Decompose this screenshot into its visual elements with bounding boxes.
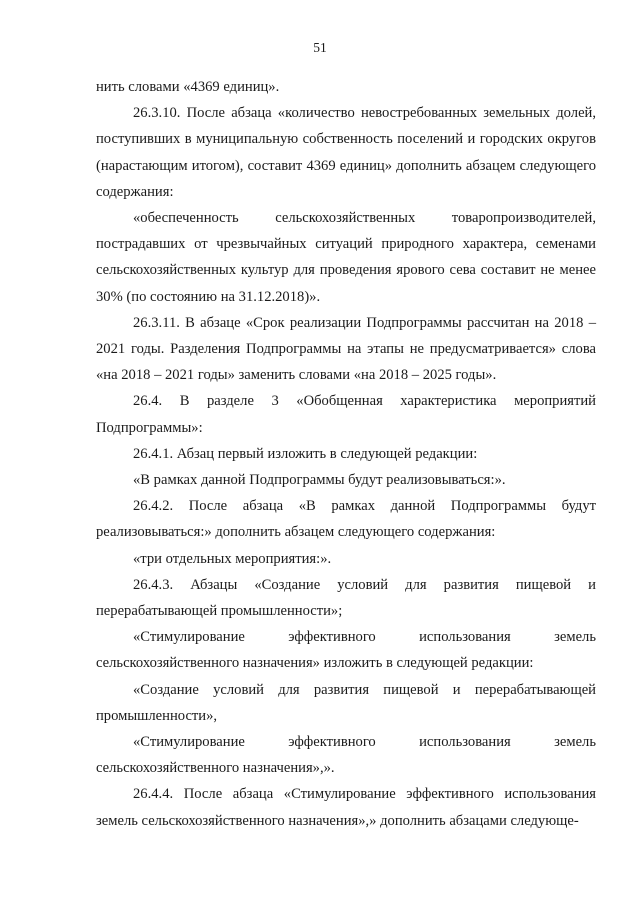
paragraph-26-4-1: 26.4.1. Абзац первый изложить в следующей редакции: — [133, 445, 478, 462]
paragraph-quote-food-industry: «Создание условий для развития пищевой и перерабатывающей промышленности», — [96, 681, 596, 724]
paragraph-quote-land-use: «Стимулирование эффективного использования земель сельскохозяйственного назначения» изложить в следующей редакции: — [96, 629, 596, 672]
paragraph-quote-land-use-new: «Стимулирование эффективного использования земель сельскохозяйственного назначения»,». — [96, 734, 596, 777]
paragraph-26-3-10: 26.3.10. После абзаца «количество невостребованных земельных долей, поступивших в муниципальную собственность поселений и городских округов (нарастающим итогом), составит 4369 единиц» дополнить абзацем следующего содержания: — [96, 105, 596, 200]
paragraph-quote-implementation: «В рамках данной Подпрограммы будут реализовываться:». — [133, 472, 506, 489]
paragraph-continuation: нить словами «4369 единиц». — [96, 79, 280, 95]
paragraph-26-3-11: 26.3.11. В абзаце «Срок реализации Подпрограммы рассчитан на 2018 – 2021 годы. Разделения Подпрограммы на этапы не предусматривается» слова «на 2018 – 2021 годы» заменить словами «на 2018 – 2025 годы». — [96, 314, 596, 384]
document-body — [96, 74, 596, 834]
paragraph-26-4-2: 26.4.2. После абзаца «В рамках данной Подпрограммы будут реализовываться:» дополнить абзацем следующего содержания: — [96, 498, 596, 541]
paragraph-26-4-4: 26.4.4. После абзаца «Стимулирование эффективного использования земель сельскохозяйственного назначения»,» дополнить абзацами следующе- — [96, 786, 596, 829]
paragraph-quote-three-measures: «три отдельных мероприятия:». — [133, 550, 332, 567]
page-number: 51 — [313, 40, 327, 55]
paragraph-26-4: 26.4. В разделе 3 «Обобщенная характеристика мероприятий Подпрограммы»: — [96, 393, 596, 436]
paragraph-26-4-3: 26.4.3. Абзацы «Создание условий для развития пищевой и перерабатывающей промышленности»; — [96, 576, 596, 620]
paragraph-quote-provision: «обеспеченность сельскохозяйственных товаропроизводителей, пострадавших от чрезвычайных ситуаций природного характера, семенами сельскохозяйственных культур для проведения ярового сева составит не менее 30% (по состоянию на 31.12.2018)». — [96, 210, 596, 305]
